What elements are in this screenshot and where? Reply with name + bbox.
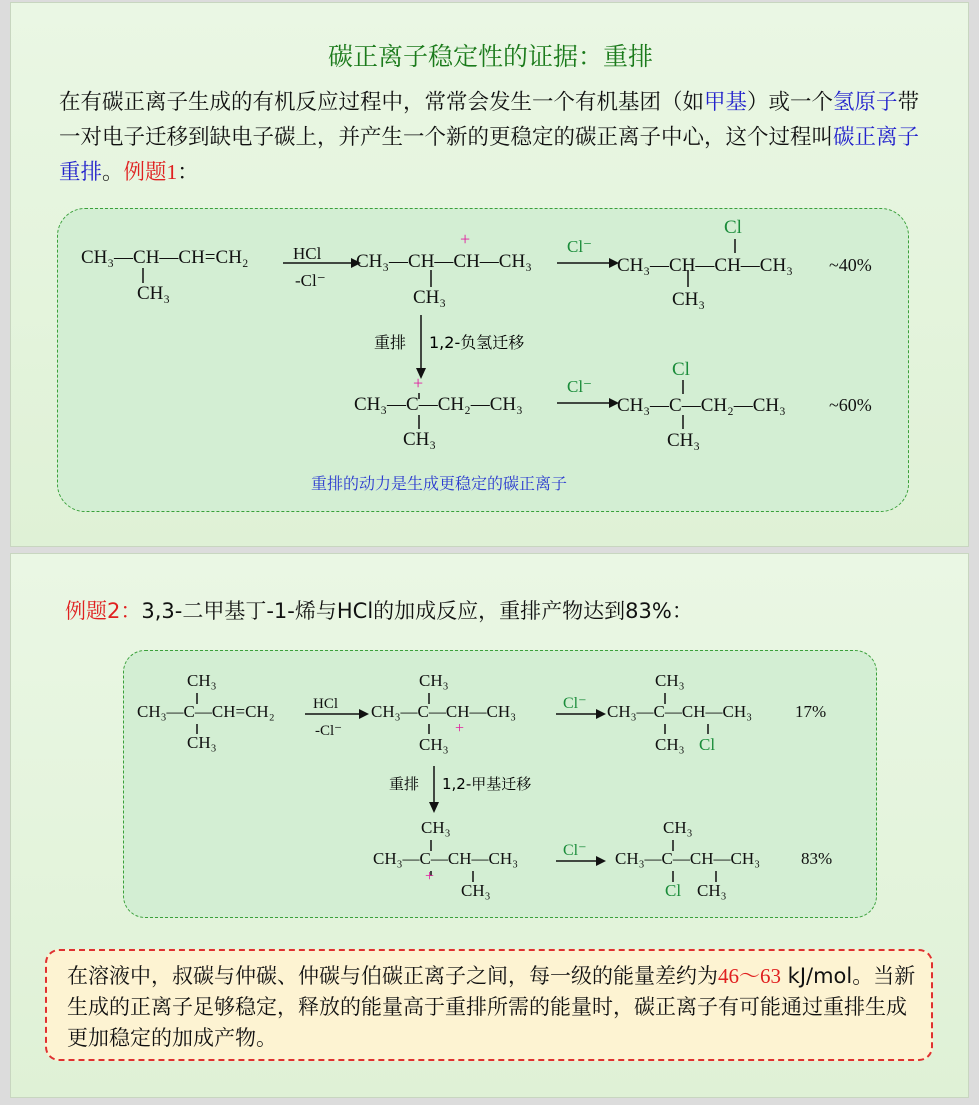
cation-2: CH₃—C—CH₂—CH₃: [354, 394, 523, 415]
cation-2-1-top-methyl: CH₃: [419, 671, 449, 690]
conclusion-text-2: kJ/mol。当新生成的正离子足够稳定，释放的能量高于重排所需的能量时，碳正离子有可能通过重排生成更加稳定的加成产物。: [67, 964, 916, 1050]
slide-title: 碳正离子稳定性的证据：重排: [327, 42, 653, 71]
term-methyl: 甲基: [704, 90, 748, 115]
cation-1: CH₃—CH—CH—CH₃: [356, 251, 532, 272]
energy-range: 46～63: [718, 964, 781, 988]
positive-charge: +: [455, 720, 465, 737]
cation-1-methyl: CH₃: [413, 287, 447, 308]
chloride-reagent: Cl⁻: [563, 695, 587, 712]
product-1: CH₃—CH—CH—CH₃: [617, 255, 793, 276]
term-rearrangement: 碳正离子重排: [59, 125, 920, 185]
reagent-hcl: HCl: [293, 244, 322, 263]
intro-text-5: ：: [177, 160, 199, 185]
product-2: CH₃—C—CH₂—CH₃: [617, 395, 786, 416]
product-2-1: CH₃—C—CH—CH₃: [607, 702, 753, 721]
reactant-2-bottom-methyl: CH₃: [187, 733, 217, 752]
reagent-hcl: HCl: [313, 696, 339, 712]
methyl-shift-label: 1,2-甲基迁移: [442, 775, 532, 793]
reagent-minus-cl: -Cl⁻: [315, 723, 343, 739]
rearrangement-label: 重排: [389, 775, 420, 793]
positive-charge: +: [460, 229, 471, 249]
chloride-reagent: Cl⁻: [567, 377, 593, 396]
yield-60: ~60%: [829, 395, 872, 415]
example-2-label: 例题2：: [65, 599, 142, 623]
intro-text-3: 带一对电子迁移到缺电子碳上，并产生一个新的更稳定的碳正离子中心，这个过程叫: [59, 90, 920, 150]
cation-2-2: CH₃—C—CH—CH₃: [373, 849, 519, 868]
reactant-1: CH₃—CH—CH=CH₂: [81, 247, 249, 268]
cation-2-methyl: CH₃: [403, 429, 437, 450]
intro-text-4: 。: [102, 160, 124, 185]
rearrangement-label: 重排: [374, 333, 407, 352]
reactant-1-methyl: CH₃: [137, 283, 171, 304]
yield-83: 83%: [801, 849, 833, 868]
product-2-chlorine: Cl: [672, 359, 690, 380]
conclusion-box: [45, 949, 933, 1061]
product-2-1-chlorine: Cl: [699, 735, 716, 754]
driving-force-note: 重排的动力是生成更稳定的碳正离子: [311, 474, 568, 493]
product-2-2-top-methyl: CH₃: [663, 818, 693, 837]
positive-charge: +: [425, 868, 435, 885]
example-1-label: 例题1: [123, 160, 178, 184]
chloride-reagent: Cl⁻: [567, 237, 593, 256]
cation-2-1: CH₃—C—CH—CH₃: [371, 702, 517, 721]
product-2-2-methyl: CH₃: [697, 881, 727, 900]
cation-2-1-bottom-methyl: CH₃: [419, 735, 449, 754]
reagent-minus-cl: -Cl⁻: [295, 271, 326, 290]
product-2-2: CH₃—C—CH—CH₃: [615, 849, 761, 868]
product-2-1-top-methyl: CH₃: [655, 671, 685, 690]
chloride-reagent: Cl⁻: [563, 842, 587, 859]
reaction-1-lines: [11, 3, 970, 548]
example-2-statement: 3,3-二甲基丁-1-烯与HCl的加成反应，重排产物达到83%：: [141, 599, 693, 623]
intro-text-1: 在有碳正离子生成的有机反应过程中，常常会发生一个有机基团（如: [59, 90, 705, 115]
yield-17: 17%: [795, 702, 827, 721]
slide-2: [10, 553, 969, 1098]
product-1-methyl: CH₃: [672, 289, 706, 310]
reactant-2: CH₃—C—CH=CH₂: [137, 702, 275, 721]
slide-1: [10, 2, 969, 547]
cation-2-2-top-methyl: CH₃: [421, 818, 451, 837]
reactant-2-top-methyl: CH₃: [187, 671, 217, 690]
intro-text-2: ）或一个: [747, 90, 834, 115]
product-2-methyl: CH₃: [667, 430, 701, 451]
conclusion-text: [67, 961, 917, 1054]
conclusion-text-1: 在溶液中，叔碳与仲碳、仲碳与伯碳正离子之间，每一级的能量差约为: [67, 964, 718, 988]
product-2-1-methyl: CH₃: [655, 735, 685, 754]
positive-charge: +: [413, 373, 424, 393]
yield-40: ~40%: [829, 255, 872, 275]
hydride-shift-label: 1,2-负氢迁移: [429, 333, 525, 352]
term-hydrogen: 氢原子: [833, 90, 898, 115]
cation-2-2-methyl: CH₃: [461, 881, 491, 900]
product-2-2-chlorine: Cl: [665, 881, 682, 900]
product-1-chlorine: Cl: [724, 217, 742, 238]
